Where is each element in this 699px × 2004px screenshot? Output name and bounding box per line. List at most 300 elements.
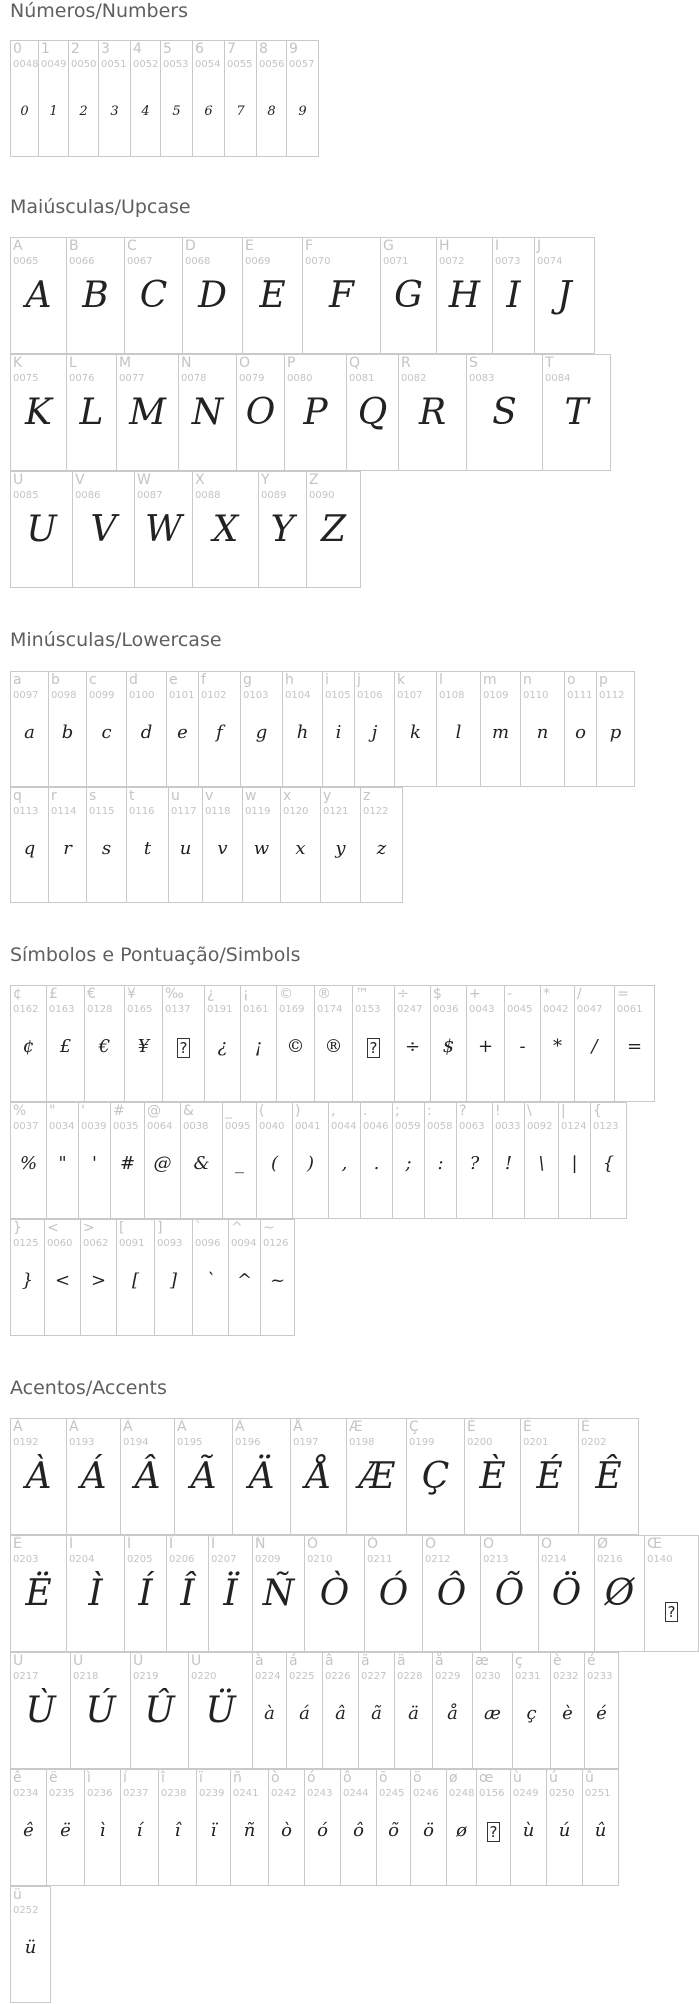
glyph-char-label: } (13, 1220, 22, 1236)
glyph-code-label: 0056 (259, 59, 285, 70)
glyph-sample: } (21, 1270, 34, 1291)
glyph-cell-0055 (224, 40, 257, 157)
glyph-cell-0252 (10, 1886, 51, 2003)
glyph-sample: W (144, 509, 182, 550)
glyph-char-label: Î (169, 1536, 174, 1552)
glyph-sample: q (23, 838, 36, 859)
glyph-char-label: ö (413, 1770, 422, 1786)
glyph-code-label: 0242 (271, 1788, 297, 1799)
glyph-code-label: 0088 (195, 490, 221, 501)
glyph-sample: c (101, 722, 112, 743)
glyph-sample: N (191, 392, 224, 433)
glyph-row-accents-5 (10, 1886, 51, 2003)
glyph-code-label: 0055 (227, 59, 253, 70)
glyph-code-label: 0034 (49, 1121, 75, 1132)
glyph-code-label: 0244 (343, 1788, 369, 1799)
glyph-sample: Æ (358, 1456, 395, 1497)
glyph-cell-0235 (46, 1769, 85, 1886)
glyph-cell-0229 (432, 1652, 473, 1769)
glyph-code-label: 0059 (395, 1121, 421, 1132)
glyph-char-label: ï (199, 1770, 203, 1786)
glyph-char-label: ë (49, 1770, 58, 1786)
glyph-cell-0073 (492, 237, 535, 354)
glyph-sample: ) (306, 1153, 315, 1174)
glyph-sample: 2 (79, 104, 88, 119)
glyph-char-label: ä (397, 1653, 406, 1669)
glyph-cell-0232 (550, 1652, 585, 1769)
glyph-char-label: 4 (133, 41, 142, 57)
glyph-code-label: 0097 (13, 690, 39, 701)
glyph-sample: * (553, 1036, 562, 1057)
glyph-code-label: 0120 (283, 806, 309, 817)
glyph-char-label: f (201, 672, 206, 688)
glyph-sample: á (299, 1703, 310, 1724)
glyph-sample: - (519, 1036, 526, 1057)
glyph-sample: ] (169, 1270, 178, 1291)
glyph-cell-0059 (392, 1102, 425, 1219)
missing-glyph-box: ? (487, 1822, 501, 1842)
glyph-cell-0106 (354, 671, 395, 787)
glyph-sample: ú (558, 1820, 571, 1841)
glyph-code-label: 0038 (183, 1121, 209, 1132)
glyph-code-label: 0204 (69, 1554, 95, 1565)
glyph-char-label: Ñ (255, 1536, 266, 1552)
glyph-sample: K (25, 392, 52, 433)
glyph-char-label: Q (349, 355, 361, 371)
glyph-char-label: Å (293, 1419, 303, 1435)
glyph-char-label: Ì (69, 1536, 74, 1552)
glyph-char-label: ! (495, 1103, 501, 1119)
glyph-cell-0040 (256, 1102, 293, 1219)
glyph-sample: ¢ (22, 1036, 35, 1057)
glyph-char-label: . (363, 1103, 368, 1119)
glyph-cell-0070 (302, 237, 381, 354)
glyph-sample: Ø (604, 1573, 635, 1614)
glyph-code-label: 0117 (171, 806, 197, 817)
glyph-row-upcase-3 (10, 471, 361, 588)
glyph-code-label: 0119 (245, 806, 271, 817)
glyph-cell-0115 (86, 787, 127, 903)
glyph-cell-0163 (46, 985, 85, 1102)
glyph-code-label: 0251 (585, 1788, 611, 1799)
glyph-char-label: [ (119, 1220, 125, 1236)
glyph-sample: t (143, 838, 152, 859)
glyph-sample: V (90, 509, 117, 550)
glyph-char-label: q (13, 788, 22, 804)
glyph-code-label: 0067 (127, 256, 153, 267)
glyph-cell-0205 (124, 1535, 167, 1652)
glyph-row-lowercase-2 (10, 787, 403, 903)
glyph-cell-0119 (242, 787, 281, 903)
glyph-sample: [ (131, 1270, 140, 1291)
glyph-char-label: + (469, 986, 481, 1002)
glyph-cell-0117 (168, 787, 203, 903)
glyph-cell-0065 (10, 237, 67, 354)
glyph-char-label: < (47, 1220, 59, 1236)
glyph-cell-0085 (10, 471, 73, 588)
glyph-sample: p (609, 722, 622, 743)
glyph-sample: è (562, 1703, 573, 1724)
glyph-sample: ø (456, 1820, 467, 1841)
glyph-code-label: 0102 (201, 690, 227, 701)
glyph-code-label: 0061 (617, 1004, 643, 1015)
glyph-char-label: Í (127, 1536, 132, 1552)
glyph-cell-0242 (268, 1769, 305, 1886)
glyph-char-label: - (507, 986, 513, 1002)
glyph-sample: H (448, 275, 481, 316)
glyph-sample: û (594, 1820, 607, 1841)
glyph-char-label: w (245, 788, 257, 804)
glyph-sample: B (82, 275, 109, 316)
glyph-code-label: 0193 (69, 1437, 95, 1448)
glyph-char-label: œ (479, 1770, 494, 1786)
glyph-cell-0200 (464, 1418, 521, 1535)
glyph-code-label: 0191 (207, 1004, 233, 1015)
missing-glyph-box: ? (367, 1038, 381, 1058)
glyph-char-label: ñ (233, 1770, 242, 1786)
glyph-char-label: Ô (425, 1536, 437, 1552)
glyph-cell-0214 (538, 1535, 595, 1652)
glyph-sample: Í (138, 1573, 153, 1614)
glyph-char-label: ~ (263, 1220, 275, 1236)
section-title-numbers: Números/Numbers (10, 0, 188, 22)
glyph-sample: í (136, 1820, 143, 1841)
glyph-char-label: S (469, 355, 478, 371)
glyph-sample: y (335, 838, 346, 859)
glyph-sample: + (477, 1036, 494, 1057)
glyph-cell-0231 (512, 1652, 551, 1769)
glyph-code-label: 0217 (13, 1671, 39, 1682)
glyph-code-label: 0048 (13, 59, 39, 70)
glyph-char-label: * (543, 986, 550, 1002)
glyph-char-label: 9 (289, 41, 298, 57)
glyph-code-label: 0121 (323, 806, 349, 817)
glyph-cell-0248 (446, 1769, 477, 1886)
glyph-cell-0239 (196, 1769, 231, 1886)
glyph-sample: Á (80, 1456, 107, 1497)
glyph-code-label: 0192 (13, 1437, 39, 1448)
glyph-cell-0095 (222, 1102, 257, 1219)
glyph-sample: r (63, 838, 72, 859)
glyph-sample: h (296, 722, 309, 743)
glyph-cell-0069 (242, 237, 303, 354)
glyph-cell-0113 (10, 787, 49, 903)
glyph-code-label: 0123 (593, 1121, 619, 1132)
glyph-sample: Q (357, 392, 388, 433)
glyph-cell-0251 (582, 1769, 619, 1886)
glyph-cell-0052 (130, 40, 161, 157)
glyph-char-label: Ö (541, 1536, 553, 1552)
glyph-char-label: b (51, 672, 60, 688)
glyph-code-label: 0092 (527, 1121, 553, 1132)
glyph-code-label: 0049 (41, 59, 67, 70)
glyph-sample: & (193, 1153, 210, 1174)
glyph-sample: { (602, 1153, 615, 1174)
glyph-code-label: 0062 (83, 1238, 109, 1249)
glyph-cell-0213 (480, 1535, 539, 1652)
glyph-cell-0161 (240, 985, 277, 1102)
glyph-cell-0203 (10, 1535, 67, 1652)
glyph-code-label: 0033 (495, 1121, 521, 1132)
glyph-sample: / (591, 1036, 598, 1057)
glyph-sample: ò (281, 1820, 292, 1841)
glyph-code-label: 0201 (523, 1437, 549, 1448)
glyph-row-accents-4 (10, 1769, 619, 1886)
glyph-sample (645, 1588, 698, 1624)
glyph-code-label: 0252 (13, 1905, 39, 1916)
glyph-code-label: 0197 (293, 1437, 319, 1448)
glyph-cell-0210 (304, 1535, 365, 1652)
glyph-char-label: î (161, 1770, 165, 1786)
glyph-code-label: 0200 (467, 1437, 493, 1448)
glyph-code-label: 0195 (177, 1437, 203, 1448)
glyph-char-label: I (495, 238, 500, 254)
glyph-char-label: E (245, 238, 254, 254)
glyph-sample: R (418, 392, 447, 433)
glyph-cell-0249 (510, 1769, 547, 1886)
glyph-cell-0051 (98, 40, 131, 157)
glyph-cell-0087 (134, 471, 193, 588)
glyph-code-label: 0039 (81, 1121, 107, 1132)
glyph-row-numbers-1 (10, 40, 319, 157)
glyph-sample: ` (206, 1270, 215, 1291)
glyph-cell-0121 (320, 787, 361, 903)
glyph-char-label: ì (87, 1770, 91, 1786)
glyph-char-label: M (119, 355, 132, 371)
glyph-char-label: > (83, 1220, 95, 1236)
glyph-char-label: á (289, 1653, 298, 1669)
glyph-row-accents-3 (10, 1652, 619, 1769)
glyph-sample: % (19, 1153, 38, 1174)
glyph-char-label: 6 (195, 41, 204, 57)
glyph-code-label: 0078 (181, 373, 207, 384)
glyph-cell-0045 (504, 985, 541, 1102)
glyph-code-label: 0169 (279, 1004, 305, 1015)
glyph-char-label: v (205, 788, 214, 804)
glyph-code-label: 0125 (13, 1238, 39, 1249)
glyph-sample: M (129, 392, 166, 433)
glyph-char-label: Ä (235, 1419, 245, 1435)
glyph-code-label: 0099 (89, 690, 115, 701)
glyph-code-label: 0114 (51, 806, 77, 817)
glyph-char-label: â (325, 1653, 334, 1669)
glyph-char-label: è (553, 1653, 562, 1669)
glyph-sample: ù (522, 1820, 535, 1841)
glyph-sample: g (255, 722, 268, 743)
glyph-char-label: { (593, 1103, 602, 1119)
glyph-cell-0088 (192, 471, 259, 588)
glyph-code-label: 0116 (129, 806, 155, 817)
glyph-cell-0080 (284, 354, 347, 471)
glyph-cell-0128 (84, 985, 125, 1102)
glyph-cell-0193 (66, 1418, 121, 1535)
glyph-sample: 5 (172, 104, 181, 119)
glyph-code-label: 0051 (101, 59, 127, 70)
glyph-code-label: 0198 (349, 1437, 375, 1448)
glyph-row-accents-1 (10, 1418, 639, 1535)
glyph-cell-0217 (10, 1652, 71, 1769)
glyph-char-label: ü (13, 1887, 22, 1903)
glyph-cell-0156 (476, 1769, 511, 1886)
glyph-code-label: 0054 (195, 59, 221, 70)
glyph-cell-0236 (84, 1769, 121, 1886)
glyph-code-label: 0214 (541, 1554, 567, 1565)
glyph-cell-0053 (160, 40, 193, 157)
glyph-code-label: 0206 (169, 1554, 195, 1565)
glyph-cell-0094 (228, 1219, 261, 1336)
glyph-sample: Ï (223, 1573, 238, 1614)
glyph-char-label: õ (379, 1770, 388, 1786)
glyph-sample: ì (99, 1820, 106, 1841)
glyph-code-label: 0072 (439, 256, 465, 267)
glyph-char-label: " (49, 1103, 56, 1119)
glyph-cell-0036 (430, 985, 467, 1102)
glyph-code-label: 0203 (13, 1554, 39, 1565)
glyph-cell-0174 (314, 985, 353, 1102)
glyph-char-label: ( (259, 1103, 265, 1119)
glyph-code-label: 0128 (87, 1004, 113, 1015)
glyph-char-label: ¡ (243, 986, 249, 1002)
glyph-cell-0247 (394, 985, 431, 1102)
glyph-row-upcase-1 (10, 237, 595, 354)
glyph-char-label: Ú (73, 1653, 84, 1669)
glyph-code-label: 0045 (507, 1004, 533, 1015)
glyph-code-label: 0113 (13, 806, 39, 817)
glyph-cell-0225 (286, 1652, 323, 1769)
glyph-code-label: 0041 (295, 1121, 321, 1132)
glyph-char-label: & (183, 1103, 194, 1119)
glyph-code-label: 0124 (561, 1121, 587, 1132)
glyph-cell-0140 (644, 1535, 699, 1652)
glyph-code-label: 0210 (307, 1554, 333, 1565)
glyph-sample: k (410, 722, 421, 743)
glyph-sample: ó (317, 1820, 328, 1841)
glyph-char-label: X (195, 472, 205, 488)
glyph-cell-0107 (394, 671, 437, 787)
glyph-row-lowercase-1 (10, 671, 635, 787)
glyph-char-label: Œ (647, 1536, 662, 1552)
glyph-cell-0199 (406, 1418, 465, 1535)
glyph-sample: @ (153, 1153, 172, 1174)
glyph-char-label: x (283, 788, 292, 804)
glyph-sample: o (575, 722, 586, 743)
glyph-char-label: 3 (101, 41, 110, 57)
glyph-char-label: Ó (367, 1536, 379, 1552)
glyph-char-label: ç (515, 1653, 523, 1669)
glyph-sample: S (492, 392, 517, 433)
glyph-char-label: Ë (13, 1536, 22, 1552)
glyph-code-label: 0077 (119, 373, 145, 384)
glyph-char-label: 8 (259, 41, 268, 57)
glyph-cell-0209 (252, 1535, 305, 1652)
glyph-char-label: ¥ (127, 986, 136, 1002)
glyph-sample: I (506, 275, 521, 316)
glyph-cell-0092 (524, 1102, 559, 1219)
glyph-sample: ô (353, 1820, 364, 1841)
glyph-code-label: 0224 (255, 1671, 281, 1682)
glyph-sample: £ (59, 1036, 72, 1057)
glyph-cell-0126 (260, 1219, 295, 1336)
glyph-code-label: 0230 (475, 1671, 501, 1682)
glyph-sample: ! (504, 1153, 513, 1174)
glyph-char-label: Ç (409, 1419, 419, 1435)
glyph-char-label: ® (317, 986, 331, 1002)
glyph-sample: Z (320, 509, 346, 550)
glyph-char-label: ô (343, 1770, 352, 1786)
glyph-char-label: í (123, 1770, 127, 1786)
glyph-cell-0047 (574, 985, 615, 1102)
glyph-char-label: ú (549, 1770, 558, 1786)
glyph-sample: = (626, 1036, 643, 1057)
glyph-code-label: 0245 (379, 1788, 405, 1799)
glyph-sample: E (259, 275, 286, 316)
glyph-sample: 8 (267, 104, 276, 119)
glyph-code-label: 0109 (483, 690, 509, 701)
glyph-char-label: ù (513, 1770, 522, 1786)
glyph-sample: ê (23, 1820, 34, 1841)
glyph-sample: Ù (25, 1690, 56, 1731)
glyph-code-label: 0064 (147, 1121, 173, 1132)
glyph-char-label: Ã (177, 1419, 187, 1435)
glyph-sample: à (264, 1703, 275, 1724)
glyph-sample: O (245, 392, 276, 433)
glyph-char-label: È (467, 1419, 476, 1435)
glyph-code-label: 0043 (469, 1004, 495, 1015)
glyph-code-label: 0103 (243, 690, 269, 701)
glyph-code-label: 0213 (483, 1554, 509, 1565)
glyph-sample: Ö (551, 1573, 582, 1614)
glyph-sample: , (341, 1153, 348, 1174)
glyph-cell-0075 (10, 354, 67, 471)
glyph-char-label: / (577, 986, 582, 1002)
glyph-cell-0118 (202, 787, 243, 903)
glyph-code-label: 0046 (363, 1121, 389, 1132)
glyph-char-label: H (439, 238, 450, 254)
glyph-cell-0037 (10, 1102, 47, 1219)
glyph-code-label: 0082 (401, 373, 427, 384)
glyph-code-label: 0100 (129, 690, 155, 701)
glyph-cell-0153 (352, 985, 395, 1102)
glyph-cell-0091 (116, 1219, 155, 1336)
glyph-char-label: z (363, 788, 371, 804)
glyph-code-label: 0108 (439, 690, 465, 701)
glyph-char-label: G (383, 238, 394, 254)
glyph-cell-0165 (124, 985, 163, 1102)
glyph-char-label: ^ (231, 1220, 243, 1236)
glyph-char-label: ø (449, 1770, 458, 1786)
glyph-code-label: 0044 (331, 1121, 357, 1132)
glyph-sample: i (335, 722, 342, 743)
glyph-code-label: 0036 (433, 1004, 459, 1015)
glyph-char-label: 2 (71, 41, 80, 57)
glyph-sample: ~ (269, 1270, 286, 1291)
glyph-code-label: 0091 (119, 1238, 145, 1249)
glyph-code-label: 0060 (47, 1238, 73, 1249)
glyph-sample: " (58, 1153, 67, 1174)
glyph-char-label: ÷ (397, 986, 409, 1002)
glyph-char-label: V (75, 472, 85, 488)
glyph-cell-0211 (364, 1535, 423, 1652)
glyph-char-label: à (255, 1653, 264, 1669)
glyph-code-label: 0101 (169, 690, 195, 701)
glyph-char-label: P (287, 355, 296, 371)
glyph-cell-0105 (322, 671, 355, 787)
glyph-cell-0137 (162, 985, 205, 1102)
glyph-sample (163, 1038, 204, 1058)
glyph-char-label: $ (433, 986, 442, 1002)
glyph-cell-0198 (346, 1418, 407, 1535)
glyph-cell-0071 (380, 237, 437, 354)
